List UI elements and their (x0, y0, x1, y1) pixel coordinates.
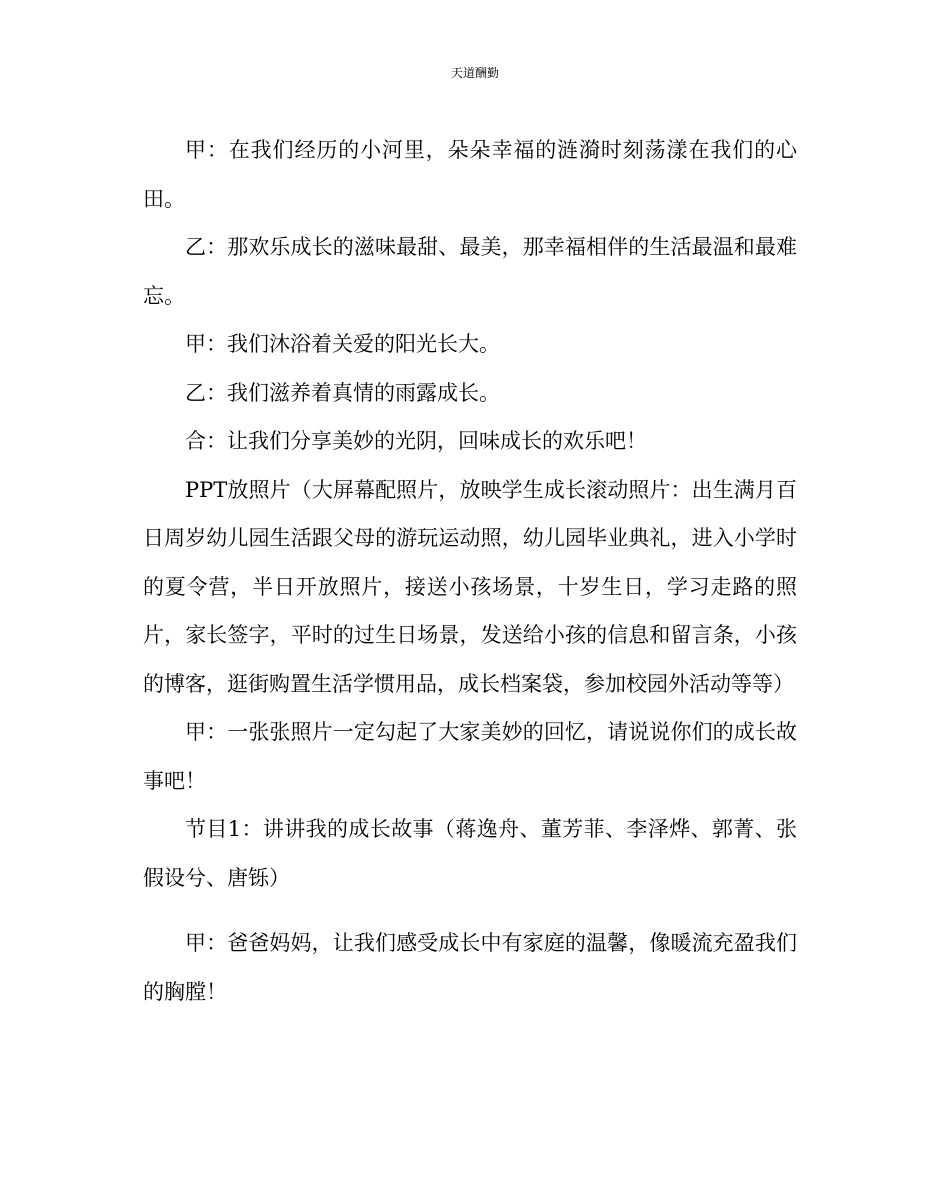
paragraph-3: 甲：我们沐浴着关爱的阳光长大。 (185, 332, 500, 356)
paragraph-7: 甲：一张张照片一定勾起了大家美妙的回忆，请说说你们的成长故事吧！ (143, 720, 797, 793)
paragraph-2: 乙：那欢乐成长的滋味最甜、最美，那幸福相伴的生活最温和最难忘。 (143, 235, 797, 308)
page-header: 天道酬勤 (450, 66, 499, 80)
paragraph-gap (143, 902, 797, 919)
paragraph-4: 乙：我们滋养着真情的雨露成长。 (185, 380, 500, 405)
document-body (143, 126, 797, 1016)
paragraph-9: 甲：爸爸妈妈，让我们感受成长中有家庭的温馨，像暖流充盈我们的胸膛！ (143, 931, 797, 1004)
paragraph-8: 节目1：讲讲我的成长故事（蒋逸舟、董芳菲、李泽烨、郭菁、张假设兮、唐铄） (143, 817, 797, 890)
paragraph-6: PPT放照片（大屏幕配照片，放映学生成长滚动照片：出生满月百日周岁幼儿园生活跟父母的游玩运动照，幼儿园毕业典礼，进入小学时的夏令营，半日开放照片，接送小孩场景，十岁生日，学习走路的照片，家长签字，平时的过生日场景，发送给小孩的信息和留言条，小孩的博客，逛街购置生活学惯用品，成长档案袋，参加校园外活动等等） (143, 477, 797, 696)
paragraph-5: 合：让我们分享美妙的光阴，回味成长的欢乐吧！ (185, 429, 647, 453)
paragraph-1: 甲：在我们经历的小河里，朵朵幸福的涟漪时刻荡漾在我们的心田。 (143, 138, 797, 211)
